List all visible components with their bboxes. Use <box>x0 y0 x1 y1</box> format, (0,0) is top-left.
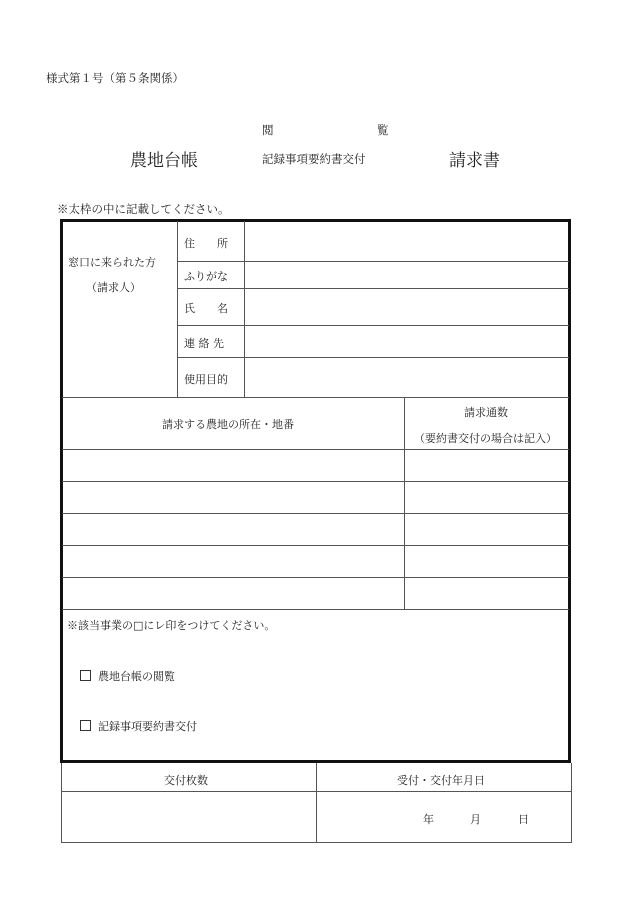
furigana-label: ふりがな <box>184 270 228 283</box>
copies-header-note: （要約書交付の場合は記入） <box>414 432 557 445</box>
land-location-field[interactable] <box>64 516 402 543</box>
purpose-label: 使用目的 <box>184 373 228 386</box>
instruction: ※太枠の中に記載してください。 <box>57 202 230 216</box>
option-view-row[interactable] <box>80 668 175 684</box>
date-label: 受付・交付年月日 <box>397 774 485 787</box>
copies-field[interactable] <box>407 516 567 543</box>
applicant-group-label: 窓口に来られた方 <box>68 256 156 269</box>
date-day: 日 <box>518 813 529 826</box>
divider <box>244 221 245 397</box>
divider <box>177 221 178 397</box>
name-field[interactable] <box>248 291 566 323</box>
contact-field[interactable] <box>248 328 566 355</box>
contact-label: 連 絡 先 <box>184 337 224 350</box>
purpose-field[interactable] <box>248 360 566 395</box>
land-location-header: 請求する農地の所在・地番 <box>162 418 294 431</box>
checkbox-view[interactable] <box>80 670 91 681</box>
option-view-label: 農地台帳の閲覧 <box>98 670 175 683</box>
land-location-field[interactable] <box>64 548 402 575</box>
checkbox-summary[interactable] <box>80 720 91 731</box>
divider <box>62 513 569 514</box>
title-option-summary: 記録事項要約書交付 <box>262 152 366 166</box>
address-field[interactable] <box>248 224 566 258</box>
divider <box>62 545 569 546</box>
land-location-field[interactable] <box>64 452 402 479</box>
divider <box>404 397 405 610</box>
divider <box>316 763 317 843</box>
divider <box>177 261 569 262</box>
divider <box>61 791 572 792</box>
date-month: 月 <box>470 813 481 826</box>
option-summary-row[interactable] <box>80 718 197 734</box>
date-year: 年 <box>423 813 434 826</box>
copies-field[interactable] <box>407 452 567 479</box>
divider <box>62 397 569 398</box>
divider <box>62 481 569 482</box>
copies-field[interactable] <box>407 484 567 511</box>
issued-count-field[interactable] <box>63 794 314 841</box>
copies-field[interactable] <box>407 548 567 575</box>
land-location-field[interactable] <box>64 484 402 511</box>
title-right: 請求書 <box>449 151 500 171</box>
divider <box>62 577 569 578</box>
name-label: 氏 名 <box>184 302 228 315</box>
divider <box>177 357 569 358</box>
furigana-field[interactable] <box>248 264 566 286</box>
divider <box>62 609 569 610</box>
option-summary-label: 記録事項要約書交付 <box>98 720 197 733</box>
applicant-group-sublabel: （請求人） <box>86 281 141 294</box>
divider <box>177 325 569 326</box>
form-number: 様式第１号（第５条関係） <box>46 71 184 85</box>
divider <box>62 449 569 450</box>
copies-field[interactable] <box>407 580 567 607</box>
issued-count-label: 交付枚数 <box>164 774 208 787</box>
land-location-field[interactable] <box>64 580 402 607</box>
address-label: 住 所 <box>184 237 228 250</box>
copies-header: 請求通数 <box>464 406 508 419</box>
checkbox-instruction: ※該当事業の□にレ印をつけてください。 <box>67 619 276 632</box>
title-left: 農地台帳 <box>130 151 198 171</box>
divider <box>177 288 569 289</box>
title-option-view: 閲 覧 <box>262 123 389 137</box>
